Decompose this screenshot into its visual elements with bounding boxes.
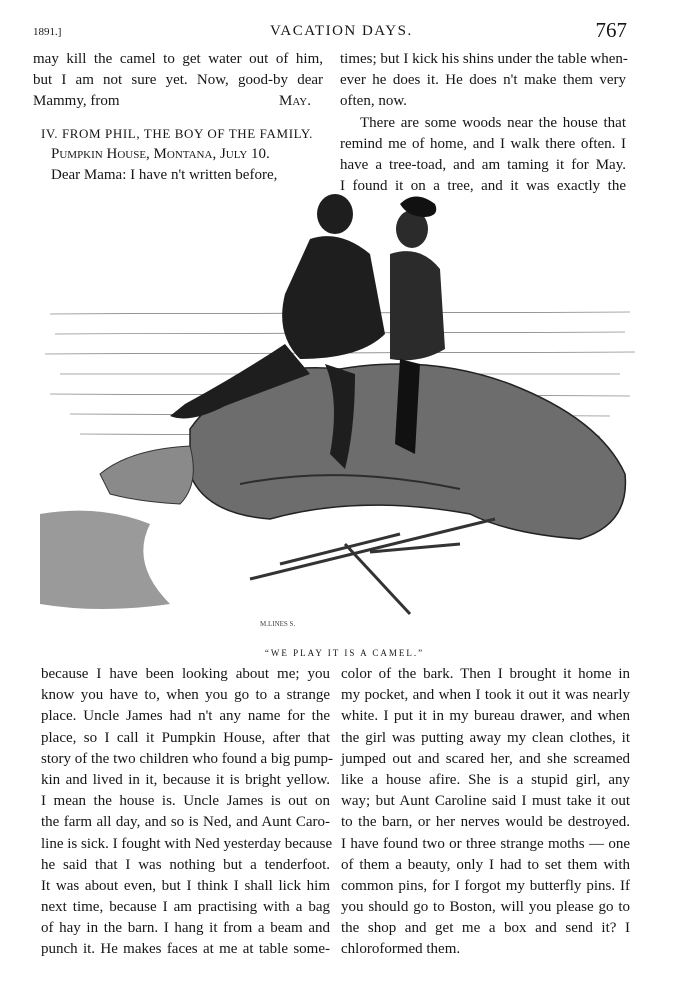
text-line: to the barn, or her nerves would be destroyed. [341,814,630,831]
bottom-left-column [41,664,334,961]
illustration-caption: “WE PLAY IT IS A CAMEL.” [264,648,425,658]
text-line: I found it on a tree, and it was exactly the [340,178,626,195]
text-line: There are some woods near the house that [360,114,626,131]
text-line: my pocket, and when I took it out it was nearly [341,687,630,704]
text-line: I have found two or three strange moths — one [341,835,630,852]
text-line: remind me of home, and I walk there often. I [340,135,626,152]
text-line: of them a beauty, only I had to set them with [341,856,630,873]
text-line: chloroformed them. [341,941,461,958]
text-line: the shop and get me a box and send it? I [341,920,630,937]
text-line: he said that I was nothing but a tenderfoot. [41,856,330,873]
text-line: times; but I kick his shins under the table when- [340,51,628,67]
letter-signoff [33,91,323,112]
engraver-signature: M.LINES S. [260,620,296,628]
text-line: common pins, for I forgot my butterfly pins. If [341,877,630,894]
text-line: It was about even, but I think I shall lick him [41,877,330,894]
text-line: but I am not sure yet. Now, good-by dear [33,72,323,89]
text-line: the girl was putting away my clean clothes, it [341,729,630,746]
engraved-illustration [40,184,640,644]
text-line: of hay in the barn. I hang it from a beam and [41,920,330,937]
text-line: story of the two children who found a big pump- [41,750,334,767]
text-line: kin and lived in it, because it is bright yellow. [41,771,330,788]
header-date: 1891.] [33,26,62,38]
text-line: next time, because I am practising with a bag [41,899,330,916]
top-left-column [33,49,323,186]
text-line: know you have to, when you go to a strange [41,687,330,704]
text-line: way; but Aunt Caroline said I must take it out [341,793,630,810]
text-line: color of the bark. Then I brought it home in [341,666,630,682]
page-header [0,0,689,46]
running-title: VACATION DAYS. [270,23,413,39]
text-line: jumped out and scared her, and she screamed [341,750,630,767]
text-line: place. Uncle James had n't any name for the [41,708,330,725]
text-line: ever he does it. He does n't make them very [340,72,626,89]
text-line: like a house afire. She is a stupid girl, any [341,771,630,788]
page-number: 767 [595,18,627,42]
signoff-text: Mammy, from [33,93,120,110]
text-line: because I have been looking about me; you [41,666,330,682]
salutation-line: Dear Mama: I have n't written before, [51,166,278,183]
bottom-right-column [341,664,630,961]
text-line: I mean the house is. Uncle James is out on [41,793,330,810]
section-heading: IV. FROM PHIL, THE BOY OF THE FAMILY. [41,125,314,141]
text-line: often, now. [340,93,407,110]
top-right-column [340,49,626,197]
text-line: have a tree-toad, and am taming it for May. [340,156,626,173]
text-line: the farm all day, and so is Ned, and Aunt Caro- [41,814,330,831]
text-line: white. I put it in my bureau drawer, and when [341,708,630,725]
text-line: you should go to Boston, will you please go to [341,899,630,916]
text-line: punch it. He makes faces at me at table some- [41,941,330,958]
text-line: place, so I call it Pumpkin House, after that [41,729,330,746]
text-line: may kill the camel to get water out of him, [33,51,323,67]
place-date-line: Pumpkin House, Montana, July 10. [51,145,270,162]
text-line: line is sick. I fought with Ned yesterday because [41,835,333,852]
signature-may: May. [279,93,311,110]
